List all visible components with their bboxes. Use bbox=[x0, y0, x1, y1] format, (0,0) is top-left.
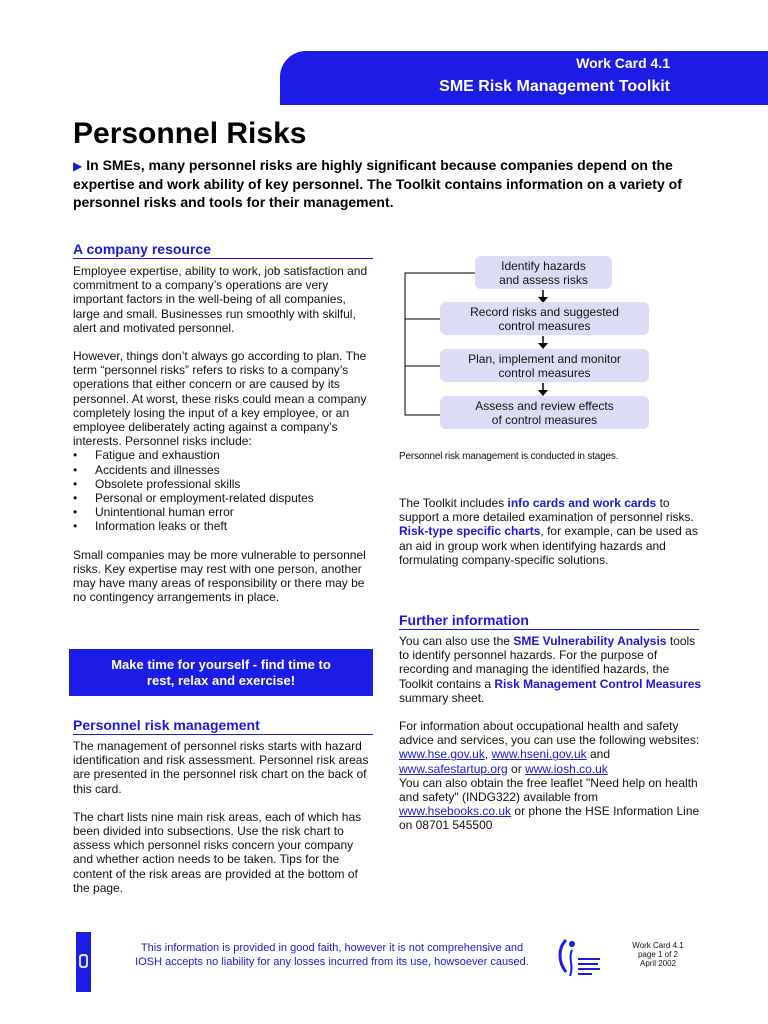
list-item: • Accidents and illnesses bbox=[73, 463, 373, 477]
hsebooks-link[interactable]: www.hsebooks.co.uk bbox=[399, 804, 512, 819]
further-info-p1: You can also use the SME Vulnerability Analysis tools to identify personnel hazards. For the purpose of recording and managing the identified hazards, the Toolkit contains a Risk Management Control Measures summary sheet. bbox=[399, 634, 702, 705]
flow-step-record: Record risks and suggested control measures bbox=[440, 302, 649, 335]
further-info-p2: For information about occupational health and safety advice and services, you can use the following websites: www.hse.gov.uk, www.hseni.gov.uk and www.safestartup.org or www.iosh.co.uk bbox=[399, 719, 700, 776]
control-measures-link[interactable]: Risk Management Control Measures bbox=[494, 676, 702, 691]
hse-link[interactable]: www.hse.gov.uk bbox=[399, 747, 485, 762]
further-info-body bbox=[399, 634, 704, 847]
list-item: • Fatigue and exhaustion bbox=[73, 448, 373, 462]
hseni-link[interactable]: www.hseni.gov.uk bbox=[491, 747, 587, 762]
info-cards-link[interactable]: info cards and work cards bbox=[507, 496, 657, 510]
risk-management-p2: The chart lists nine main risk areas, each of which has been divided into subsections. Use the risk chart to assess which personnel risks concern your company and whether action needs to be taken. Tips for the content of the risk areas are provided at the bottom of the page. bbox=[73, 809, 362, 895]
toolkit-label: SME Risk Management Toolkit bbox=[439, 78, 670, 95]
risk-list bbox=[73, 448, 373, 533]
list-item: • Information leaks or theft bbox=[73, 519, 373, 533]
flow-step-assess: Assess and review effects of control measures bbox=[440, 396, 649, 429]
vulnerability-analysis-link[interactable]: SME Vulnerability Analysis bbox=[513, 634, 667, 648]
callout-line-1: Make time for yourself - find time to bbox=[111, 657, 331, 672]
eu-agency-logo-icon bbox=[552, 932, 604, 980]
callout-line-2: rest, relax and exercise! bbox=[146, 673, 296, 688]
feedback-loop-line bbox=[405, 273, 475, 415]
toolkit-paragraph: The Toolkit includes info cards and work cards to support a more detailed examination of personnel risks. Risk-type specific charts, for example, can be used as an aid in group work when identifying hazards and formulating company-specific solutions. bbox=[399, 496, 698, 567]
list-item: • Personal or employment-related disputes bbox=[73, 491, 373, 505]
list-item: • Unintentional human error bbox=[73, 505, 373, 519]
arrow-right-icon: ▶ bbox=[73, 159, 83, 173]
flow-step-plan: Plan, implement and monitor control measures bbox=[440, 349, 649, 382]
company-resource-heading: A company resource bbox=[73, 241, 373, 259]
risk-management-body bbox=[73, 739, 373, 909]
flowchart-caption: Personnel risk management is conducted in stages. bbox=[399, 451, 619, 462]
callout-box bbox=[69, 649, 373, 696]
risk-management-p1: The management of personnel risks starts with hazard identification and risk assessment. Personnel risk areas are presented in the personnel risk chart on the back of this card. bbox=[73, 739, 369, 796]
further-info-heading: Further information bbox=[399, 612, 699, 630]
risk-charts-link[interactable]: Risk-type specific charts bbox=[399, 524, 541, 539]
flow-step-identify: Identify hazards and assess risks bbox=[475, 256, 612, 289]
work-card-label: Work Card 4.1 bbox=[576, 55, 670, 71]
page-title: Personnel Risks bbox=[73, 117, 307, 150]
crest-icon bbox=[76, 932, 91, 992]
further-info-p3: You can also obtain the free leaflet "Need help on health and safety" (INDG322) available from www.hsebooks.co.uk or phone the HSE Information Line on 08701 545500 bbox=[399, 775, 700, 833]
risk-management-heading: Personnel risk management bbox=[73, 717, 373, 735]
intro-paragraph: ▶ In SMEs, many personnel risks are highly significant because companies depend on the expertise and work ability of key personnel. The Toolkit contains information on a variety of personnel risks and tools for their management. bbox=[73, 157, 682, 210]
footer-disclaimer: This information is provided in good faith, however it is not comprehensive and IOSH accepts no liability for any losses incurred from its use, howsoever caused. bbox=[135, 942, 529, 968]
list-item: • Obsolete professional skills bbox=[73, 477, 373, 491]
iosh-link[interactable]: www.iosh.co.uk bbox=[525, 761, 608, 776]
safestartup-link[interactable]: www.safestartup.org bbox=[399, 761, 508, 776]
company-resource-p2: However, things don’t always go according to plan. The term “personnel risks” refers to risks to a company’s operations that either concern or are caused by its personnel. At worst, these risks could mean a company completely losing the input of a key employee, or an employee deliberately acting against a company’s interests. Personnel risks include: bbox=[73, 349, 367, 449]
card-reference: Work Card 4.1 page 1 of 2 April 2002 bbox=[632, 941, 684, 968]
company-resource-p3: Small companies may be more vulnerable to personnel risks. Key expertise may rest with one person, another may have many areas of responsibility or there may be no contingency arrangements in place. bbox=[73, 547, 366, 605]
company-resource-p1: Employee expertise, ability to work, job satisfaction and commitment to a company’s operations are very important factors in the well-being of all companies, large and small. Businesses run smoothly with skilful, alert and motivated personnel. bbox=[73, 264, 368, 335]
company-resource-body bbox=[73, 264, 373, 618]
iosh-logo bbox=[76, 932, 91, 992]
